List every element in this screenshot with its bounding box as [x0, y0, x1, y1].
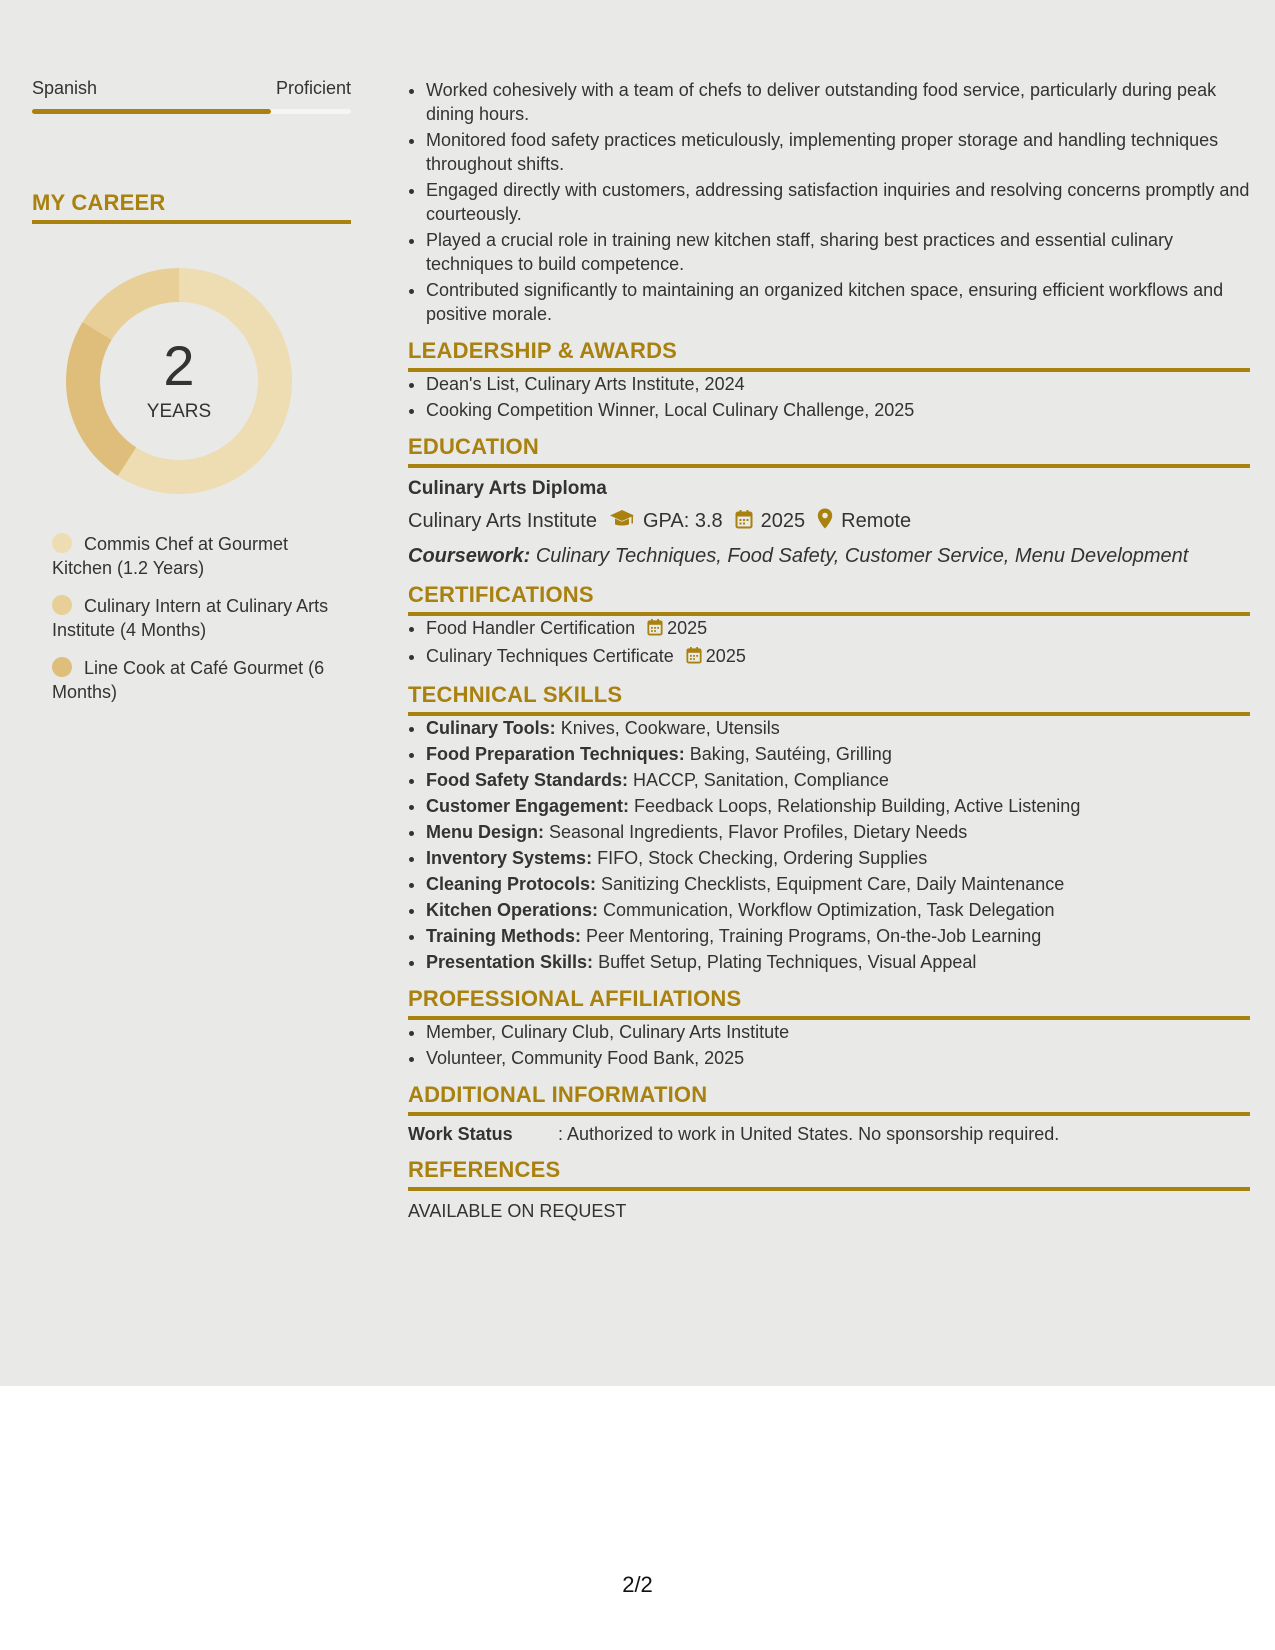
career-total-unit: YEARS	[146, 401, 212, 422]
skill-category: Food Safety Standards:	[426, 770, 629, 790]
affiliations-section-title: PROFESSIONAL AFFILIATIONS	[408, 986, 1250, 1020]
skill-category: Customer Engagement:	[426, 796, 630, 816]
skill-category: Kitchen Operations:	[426, 900, 599, 920]
language-level: Proficient	[275, 78, 351, 98]
leadership-section-title: LEADERSHIP & AWARDS	[408, 338, 1250, 372]
experience-bullet: • Monitored food safety practices meticulously, implementing proper storage and handling techniques throughout shifts.	[426, 128, 1250, 176]
legend-dot	[52, 533, 72, 553]
skill-item	[426, 924, 1250, 948]
experience-bullet: • Engaged directly with customers, addressing satisfaction inquiries and resolving concerns promptly and courteously.	[426, 178, 1250, 226]
coursework-label: Coursework:	[408, 545, 531, 567]
certification-year: 2025	[705, 646, 746, 666]
donut-slice	[83, 268, 179, 340]
skill-item	[426, 794, 1250, 818]
career-section-title: MY CAREER	[32, 190, 351, 224]
work-status-value: : Authorized to work in United States. No sponsorship required.	[558, 1124, 1060, 1144]
legend-label: Line Cook at Café Gourmet (6 Months)	[52, 658, 325, 702]
education-coursework	[408, 545, 1250, 568]
left-column	[32, 78, 351, 718]
legend-dot	[52, 657, 72, 677]
legend-label: Commis Chef at Gourmet Kitchen (1.2 Years)	[52, 534, 289, 578]
location-pin-icon	[817, 508, 833, 535]
skill-values: Sanitizing Checklists, Equipment Care, Daily Maintenance	[601, 874, 1065, 894]
work-status-row	[408, 1124, 1250, 1145]
certification-name: Culinary Techniques Certificate	[426, 646, 674, 666]
skill-values: Seasonal Ingredients, Flavor Profiles, Dietary Needs	[549, 822, 968, 842]
language-name: Spanish	[32, 78, 98, 98]
language-proficiency-fill	[32, 109, 271, 114]
skill-item	[426, 716, 1250, 740]
experience-bullet: • Contributed significantly to maintaining an organized kitchen space, ensuring efficient workflows and positive morale.	[426, 278, 1250, 326]
skill-category: Food Preparation Techniques:	[426, 744, 685, 764]
certification-year: 2025	[667, 618, 708, 638]
certifications-section-title: CERTIFICATIONS	[408, 582, 1250, 616]
affiliations-list	[408, 1020, 1250, 1070]
skill-values: Buffet Setup, Plating Techniques, Visual Appeal	[598, 952, 977, 972]
certification-name: Food Handler Certification	[426, 618, 636, 638]
skill-category: Cleaning Protocols:	[426, 874, 597, 894]
award-item: • Dean's List, Culinary Arts Institute, 2024	[426, 372, 1250, 396]
skill-item	[426, 898, 1250, 922]
skill-category: Culinary Tools:	[426, 718, 556, 738]
calendar-icon	[735, 509, 753, 535]
career-legend-item	[52, 656, 351, 704]
calendar-icon	[647, 618, 663, 642]
skill-item	[426, 742, 1250, 766]
skill-values: HACCP, Sanitation, Compliance	[633, 770, 889, 790]
skill-category: Menu Design:	[426, 822, 545, 842]
experience-bullet: • Played a crucial role in training new kitchen staff, sharing best practices and essential culinary techniques to build competence.	[426, 228, 1250, 276]
experience-bullet: • Worked cohesively with a team of chefs to deliver outstanding food service, particularly during peak dining hours.	[426, 78, 1250, 126]
calendar-icon	[686, 646, 702, 670]
career-legend	[52, 532, 351, 704]
work-status-label: Work Status	[408, 1124, 513, 1144]
skill-category: Presentation Skills:	[426, 952, 594, 972]
right-column	[408, 78, 1250, 1222]
references-text: AVAILABLE ON REQUEST	[408, 1201, 627, 1221]
page-number: 2/2	[622, 1572, 653, 1597]
education-school: Culinary Arts Institute	[408, 510, 597, 532]
skill-values: Knives, Cookware, Utensils	[560, 718, 780, 738]
education-location: Remote	[841, 510, 912, 532]
skills-section-title: TECHNICAL SKILLS	[408, 682, 1250, 716]
skill-item	[426, 872, 1250, 896]
education-details	[408, 508, 1250, 535]
education-section-title: EDUCATION	[408, 434, 1250, 468]
additional-section-title: ADDITIONAL INFORMATION	[408, 1082, 1250, 1116]
legend-label: Culinary Intern at Culinary Arts Institute (4 Months)	[52, 596, 329, 640]
skill-values: FIFO, Stock Checking, Ordering Supplies	[597, 848, 928, 868]
certification-item	[426, 644, 1250, 670]
career-legend-item	[52, 532, 351, 580]
skill-values: Communication, Workflow Optimization, Task Delegation	[603, 900, 1055, 920]
skill-values: Peer Mentoring, Training Programs, On-the-Job Learning	[586, 926, 1042, 946]
experience-bullets	[408, 78, 1250, 326]
education-degree: Culinary Arts Diploma	[408, 478, 607, 499]
certifications-list	[408, 616, 1250, 670]
leadership-list	[408, 372, 1250, 422]
skills-list	[408, 716, 1250, 974]
language-proficiency-bar	[32, 109, 351, 114]
career-donut-chart	[64, 266, 294, 496]
skill-item	[426, 820, 1250, 844]
skill-values: Baking, Sautéing, Grilling	[689, 744, 892, 764]
career-total-number: 2	[163, 334, 195, 397]
certification-item	[426, 616, 1250, 642]
skill-item	[426, 950, 1250, 974]
affiliation-item: • Member, Culinary Club, Culinary Arts Institute	[426, 1020, 1250, 1044]
education-gpa: GPA: 3.8	[642, 510, 723, 532]
career-legend-item	[52, 594, 351, 642]
skill-item	[426, 846, 1250, 870]
references-section-title: REFERENCES	[408, 1157, 1250, 1191]
skill-category: Training Methods:	[426, 926, 581, 946]
affiliation-item: • Volunteer, Community Food Bank, 2025	[426, 1046, 1250, 1070]
award-item: • Cooking Competition Winner, Local Culinary Challenge, 2025	[426, 398, 1250, 422]
coursework-text: Culinary Techniques, Food Safety, Customer Service, Menu Development	[535, 545, 1189, 567]
language-row	[32, 78, 351, 99]
legend-dot	[52, 595, 72, 615]
skill-item	[426, 768, 1250, 792]
skill-category: Inventory Systems:	[426, 848, 593, 868]
graduation-cap-icon	[609, 509, 635, 535]
education-year: 2025	[760, 510, 806, 532]
skill-values: Feedback Loops, Relationship Building, Active Listening	[634, 796, 1081, 816]
